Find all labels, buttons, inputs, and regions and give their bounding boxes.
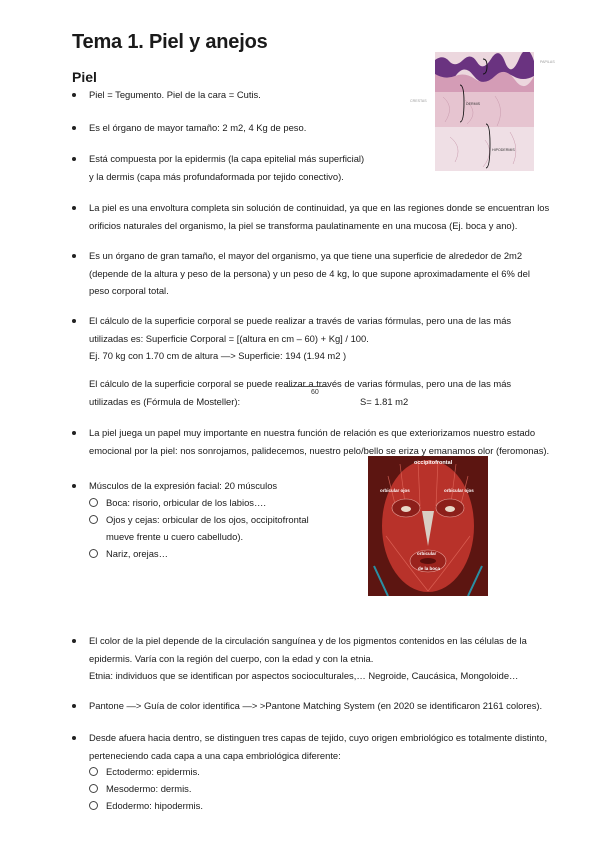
page-title: Tema 1. Piel y anejos <box>72 31 268 53</box>
bullet-line: La piel juega un papel muy importante en nuestra función de relación es que exteriorizamos nuestro estado <box>89 427 536 438</box>
list-item <box>72 632 577 685</box>
bullet-icon <box>72 484 76 488</box>
list-item <box>72 199 577 234</box>
bullet-text: Pantone —> Guía de color identifica —> >Pantone Matching System (en 2020 se identificaron 2161 colores). <box>89 700 543 711</box>
bullet-icon <box>72 126 76 130</box>
list-item <box>72 86 577 104</box>
list-item <box>72 477 362 495</box>
bullet-line: La piel es una envoltura completa sin solución de continuidad, ya que en las regiones donde se encuentran los <box>89 202 550 213</box>
bullet-text: Músculos de la expresión facial: 20 músculos <box>89 480 278 491</box>
list-item <box>72 119 577 137</box>
facial-muscles-image <box>368 456 488 596</box>
bullet-line: utilizadas es (Fórmula de Mosteller): <box>89 395 241 407</box>
bullet-text <box>89 150 577 185</box>
occipitofrontal-label: occipitofrontal <box>414 460 453 466</box>
bullet-line: Etnia: individuos que se identifican por aspectos socioculturales,… Negroide, Caucásica, Mongoloide… <box>89 670 519 681</box>
list-item <box>72 312 577 365</box>
bullet-icon <box>72 157 76 161</box>
bullet-line: Ej. 70 kg con 1.70 cm de altura —> Superficie: 194 (1.94 m2 ) <box>89 350 347 361</box>
sub-list-item <box>89 494 266 511</box>
formula-result: S= 1.81 m2 <box>360 396 409 407</box>
bullet-icon <box>72 206 76 210</box>
bullet-text <box>89 247 577 300</box>
circle-bullet-icon <box>89 498 98 507</box>
bullet-line: peso corporal total. <box>89 285 169 296</box>
bullet-icon <box>72 254 76 258</box>
orbicular-ojos-left-label: orbicular ojos <box>380 488 410 493</box>
bullet-icon <box>72 639 76 643</box>
list-item <box>72 247 577 300</box>
list-item <box>72 729 577 764</box>
bullet-line: epidermis. Varía con la región del cuerpo, con la edad y con la etnia. <box>89 652 374 664</box>
fraction-bar <box>284 378 328 387</box>
bullet-line: emocional por la piel: nos sonrojamos, palidecemos, nuestro pelo/bello se eriza y emanamos olor (feromonas). <box>89 444 550 456</box>
bullet-line: utilizadas es: Superficie Corporal = [(altura en cm – 60) + Kg] / 100. <box>89 332 369 344</box>
sub-bullet-text: Mesodermo: dermis. <box>106 783 192 794</box>
circle-bullet-icon <box>89 784 98 793</box>
sub-bullet-text: Edodermo: hipodermis. <box>106 800 203 811</box>
bullet-text <box>89 729 577 764</box>
dermis-label: DERMIS <box>466 102 480 106</box>
bullet-text <box>89 375 577 410</box>
list-item <box>72 697 577 715</box>
section-heading: Piel <box>72 69 97 85</box>
sub-list-item <box>89 545 168 562</box>
bullet-line: perteneciendo cada capa a una capa embriológica diferente: <box>89 749 341 761</box>
sub-bullet-text: Boca: risorio, orbicular de los labios…. <box>106 497 266 508</box>
bullet-icon <box>72 319 76 323</box>
circle-bullet-icon <box>89 549 98 558</box>
sub-list-item <box>89 797 203 814</box>
bullet-icon <box>72 431 76 435</box>
papilas-label: PAPILAS <box>540 60 555 64</box>
bullet-icon <box>72 93 76 97</box>
list-item <box>72 424 577 459</box>
bullet-icon <box>72 704 76 708</box>
crestas-label: CRESTAS <box>410 99 427 103</box>
formula-denominator: 60 <box>311 389 319 396</box>
sub-bullet-text: Nariz, orejas… <box>106 548 168 559</box>
bullet-line: orificios naturales del organismo, la piel se transforma paulatinamente en una mucosa (Ej. boca y ano). <box>89 219 518 231</box>
bullet-icon <box>72 736 76 740</box>
bullet-line: El cálculo de la superficie corporal se puede realizar a través de varias fórmulas, pero una de las más <box>89 315 512 326</box>
hipodermis-label: HIPODERMIS <box>492 148 515 152</box>
circle-bullet-icon <box>89 515 98 524</box>
list-item <box>72 150 577 185</box>
bullet-line: Está compuesta por la epidermis (la capa epitelial más superficial) <box>89 153 365 164</box>
bullet-line: Desde afuera hacia dentro, se distinguen tres capas de tejido, cuyo origen embriológico es totalmente distinto, <box>89 732 548 743</box>
bullet-text <box>89 312 577 365</box>
orbicular-boca-label-2: de la boca <box>418 566 441 571</box>
bullet-line: Es un órgano de gran tamaño, el mayor del organismo, ya que tiene una superficie de alrededor de 2m2 <box>89 250 523 261</box>
bullet-line: El cálculo de la superficie corporal se puede realizar a través de varias fórmulas, pero una de las más <box>89 378 512 389</box>
bullet-text <box>89 632 577 685</box>
sub-list-item <box>89 511 309 545</box>
bullet-text <box>89 424 577 459</box>
sub-list-item <box>89 763 200 780</box>
bullet-text: Piel = Tegumento. Piel de la cara = Cutis. <box>89 89 261 100</box>
sub-bullet-text <box>106 511 309 545</box>
circle-bullet-icon <box>89 801 98 810</box>
bullet-line: El color de la piel depende de la circulación sanguínea y de los pigmentos contenidos en las células de la <box>89 635 527 646</box>
bullet-line: (depende de la altura y peso de la persona) y un peso de 4 kg, lo que supone aproximadamente el 6% del <box>89 267 530 279</box>
mosteller-formula <box>256 378 328 408</box>
circle-bullet-icon <box>89 767 98 776</box>
bullet-text <box>89 199 577 234</box>
sub-bullet-line: Ojos y cejas: orbicular de los ojos, occipitofrontal <box>106 514 309 525</box>
bullet-text: Es el órgano de mayor tamaño: 2 m2, 4 Kg de peso. <box>89 122 307 133</box>
orbicular-boca-label: orbicular <box>417 551 437 556</box>
sub-bullet-line: mueve frente u cuero cabelludo). <box>106 531 244 542</box>
orbicular-ojos-right-label: orbicular ojos <box>444 488 474 493</box>
bullet-line: y la dermis (capa más profundaformada por tejido conectivo). <box>89 170 344 182</box>
sub-list-item <box>89 780 191 797</box>
sub-bullet-text: Ectodermo: epidermis. <box>106 766 200 777</box>
